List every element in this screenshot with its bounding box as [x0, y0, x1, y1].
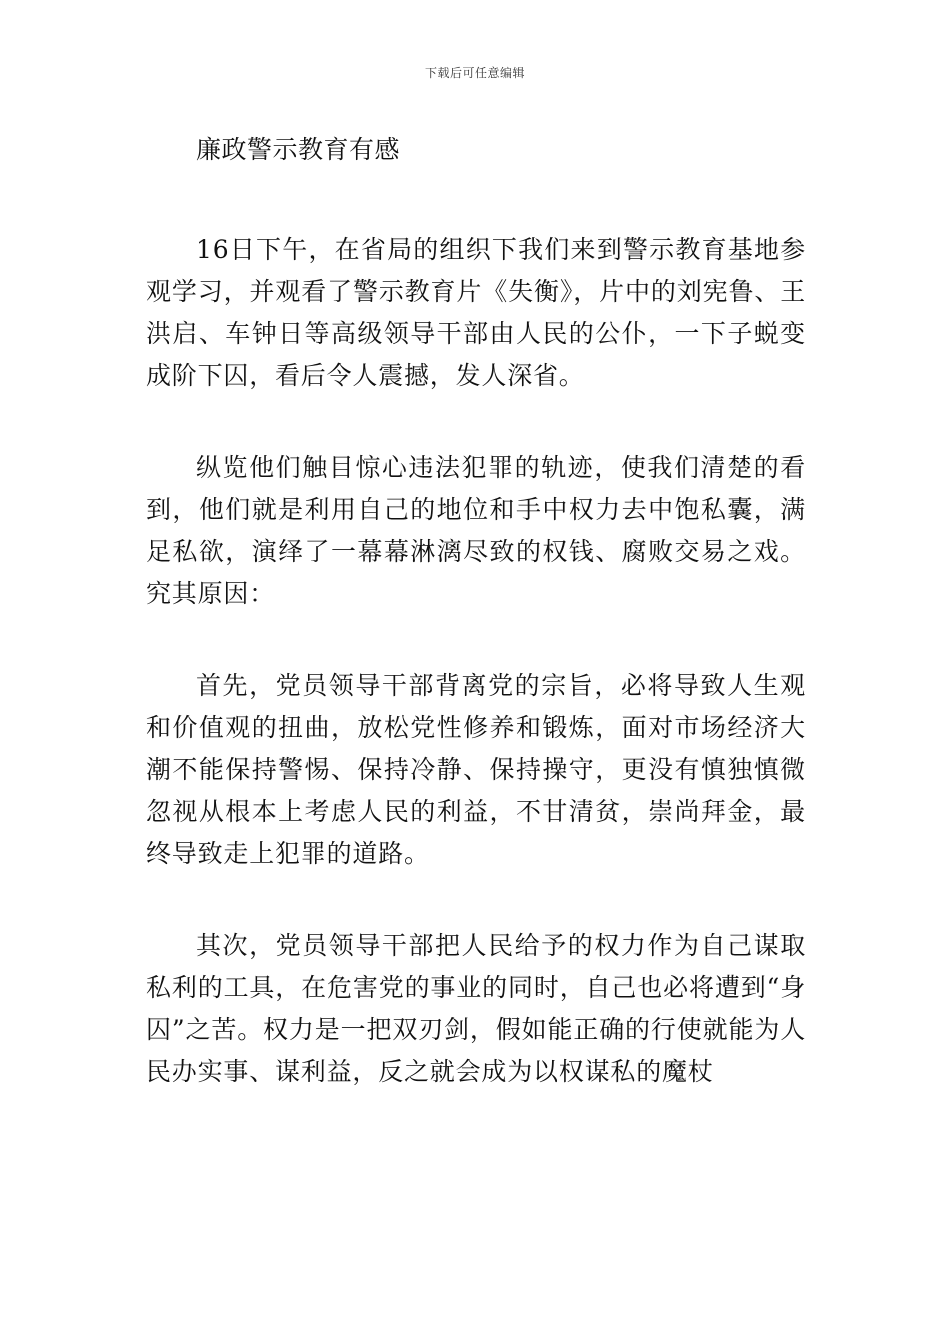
- paragraph-1: 16日下午，在省局的组织下我们来到警示教育基地参观学习，并观看了警示教育片《失衡》，片中的刘宪鲁、王洪启、车钟日等高级领导干部由人民的公仆，一下子蜕变成阶下囚，看后令人震撼，发人深省。: [146, 235, 806, 390]
- paragraph-4: 其次，党员领导干部把人民给予的权力作为自己谋取私利的工具，在危害党的事业的同时，自己也必将遭到“身囚”之苦。权力是一把双刃剑，假如能正确的行使就能为人民办实事、谋利益，反之就会成为以权谋私的魔杖: [146, 931, 806, 1086]
- page-header: 下载后可任意编辑: [424, 66, 525, 80]
- document-title: 廉政警示教育有感: [196, 135, 401, 164]
- paragraph-3: 首先，党员领导干部背离党的宗旨，必将导致人生观和价值观的扭曲，放松党性修养和锻炼，面对市场经济大潮不能保持警惕、保持冷静、保持操守，更没有慎独慎微忽视从根本上考虑人民的利益，不甘清贫，崇尚拜金，最终导致走上犯罪的道路。: [146, 671, 806, 868]
- paragraph-2: 纵览他们触目惊心违法犯罪的轨迹，使我们清楚的看到，他们就是利用自己的地位和手中权力去中饱私囊，满足私欲，演绎了一幕幕淋漓尽致的权钱、腐败交易之戏。究其原因：: [146, 453, 806, 608]
- document-body: [146, 229, 806, 1143]
